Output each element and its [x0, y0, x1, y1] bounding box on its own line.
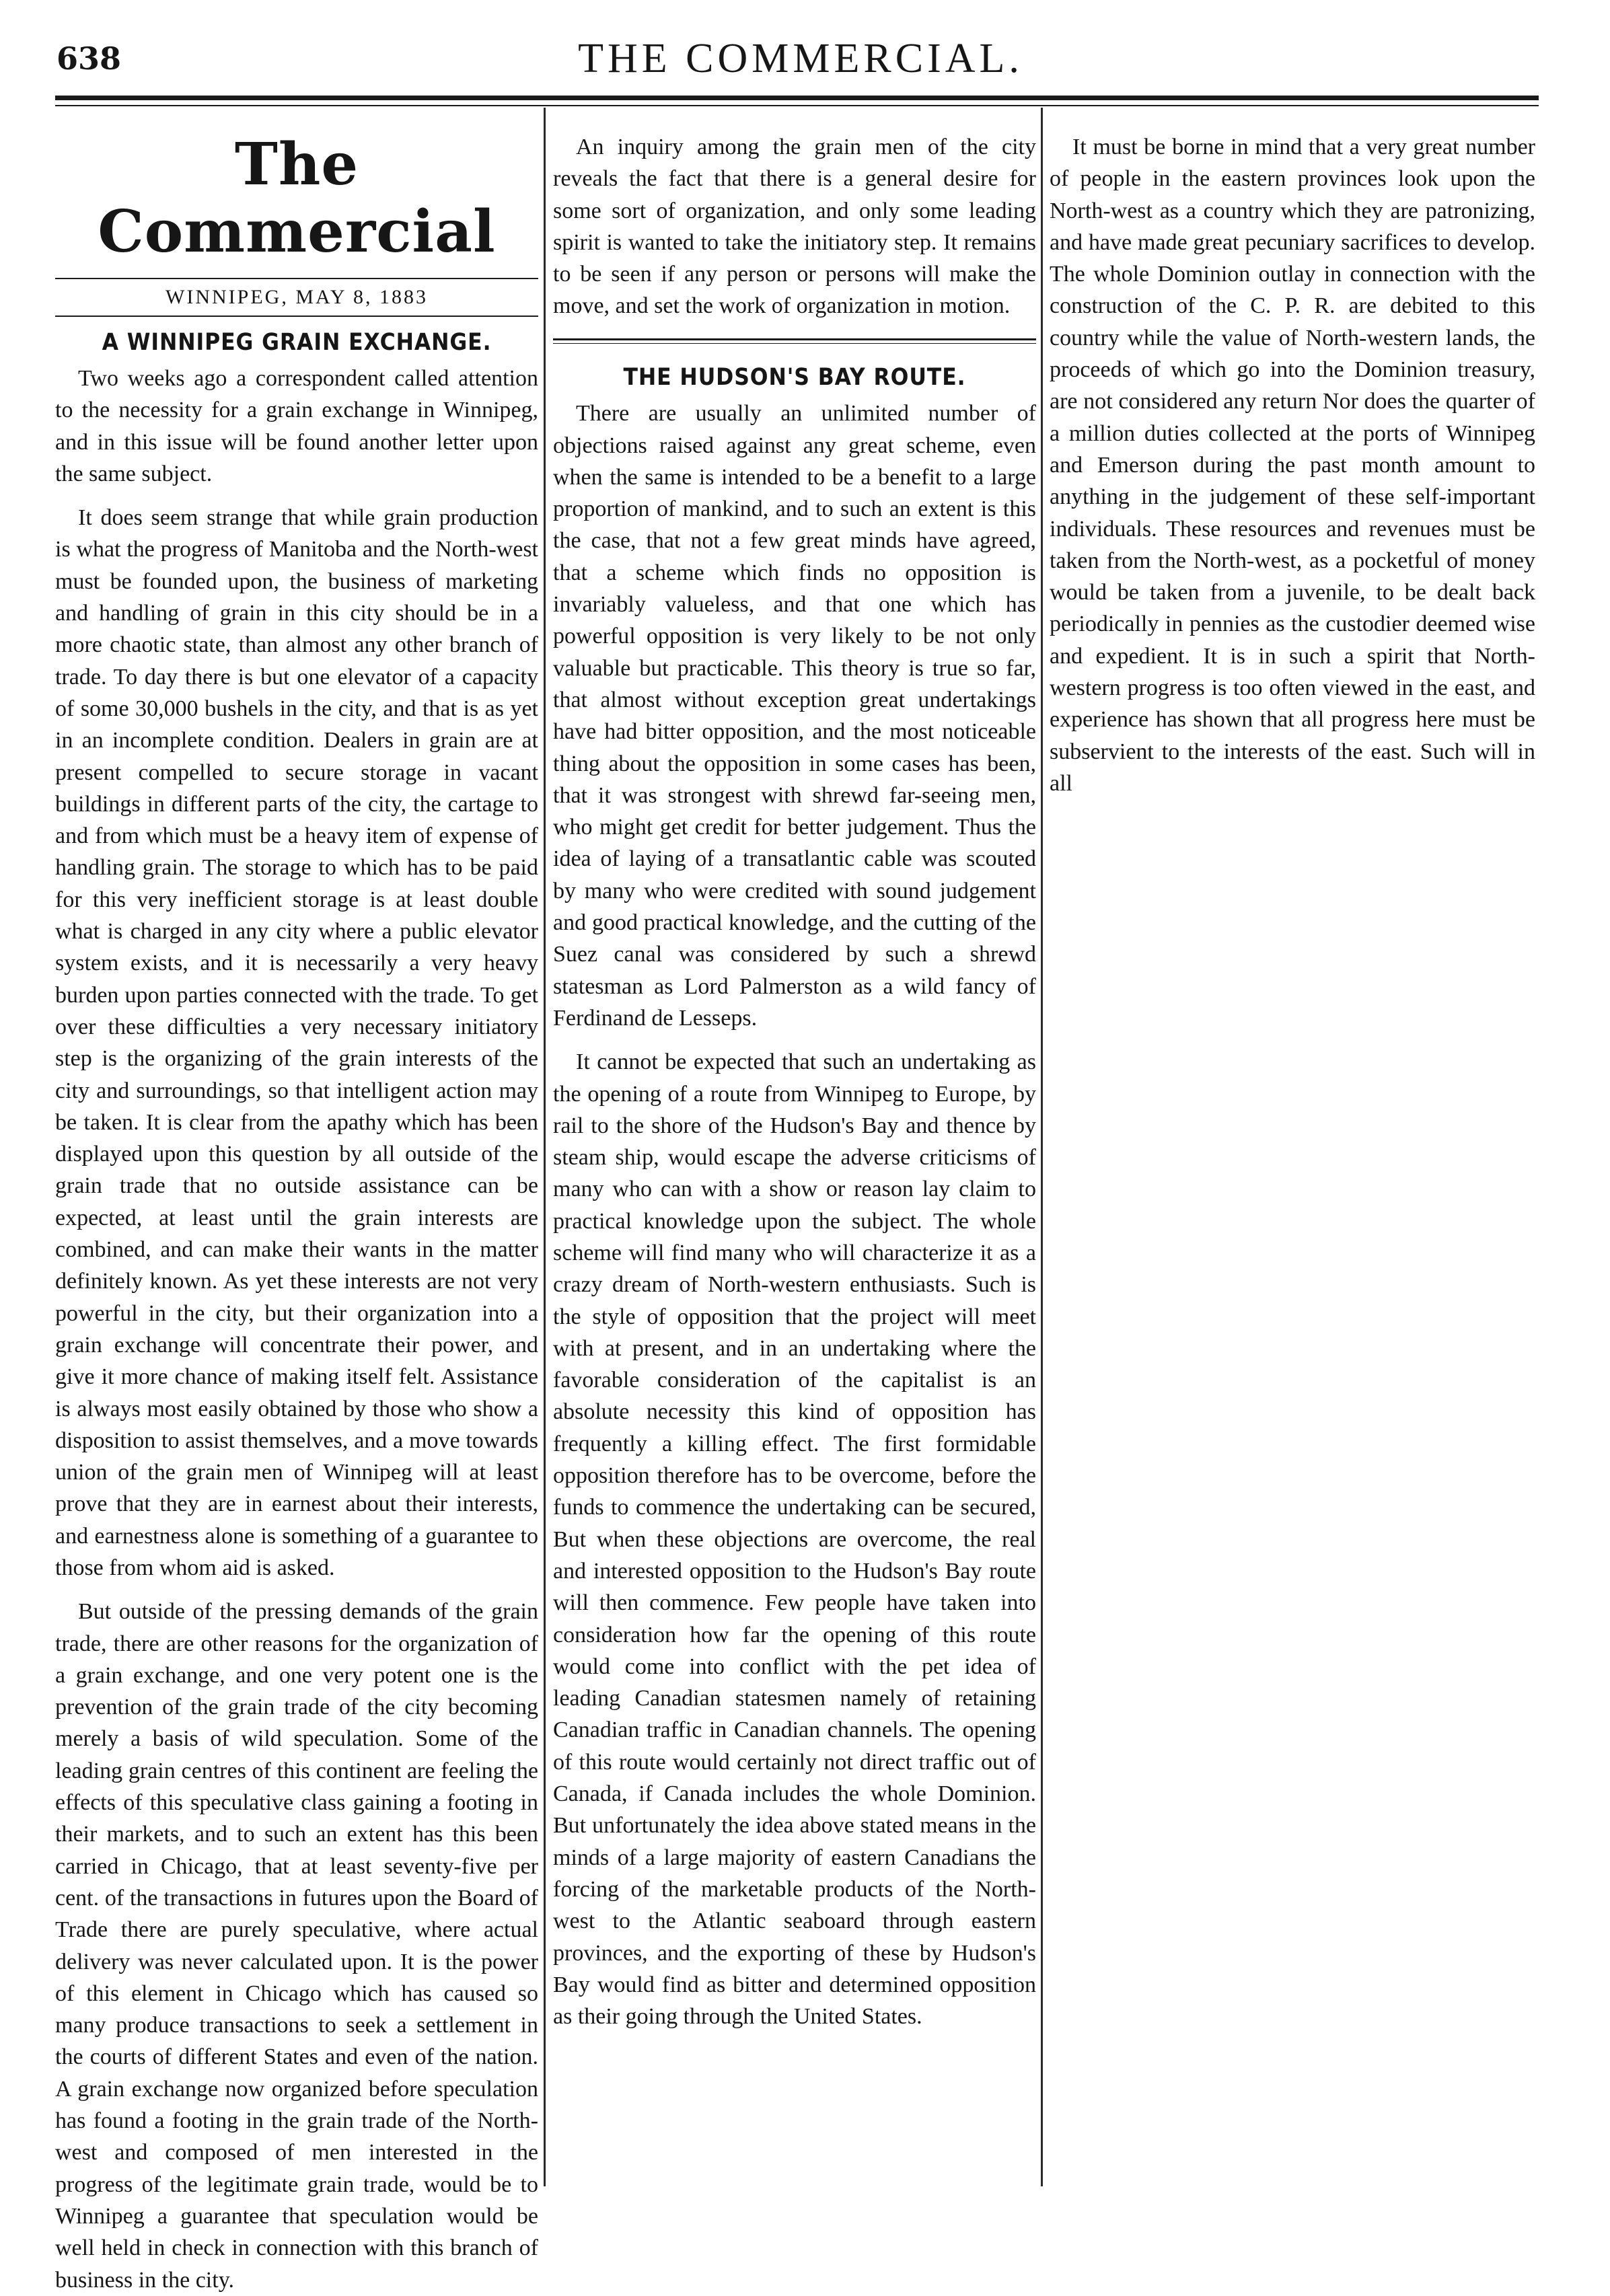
dateline-rule	[55, 316, 538, 317]
article-paragraph: It must be borne in mind that a very great number of people in the eastern provinces look upon the North-west as a country which they are patronizing, and have made great pecuniary sacrifices to develop. The whole Dominion outlay in connection with the construction of the C. P. R. are debited to this country while the value of North-western lands, the proceeds of which go into the Dominion treasury, are not considered any return Nor does the quarter of a million duties collected at the ports of Winnipeg and Emerson during the past month amount to anything in the judgement of these self-important individuals. These resources and revenues must be taken from the North-west, as a pocketful of money would be taken from a juvenile, to be dealt back periodically in pennies as the custodier deemed wise and expedient. It is in such a spirit that North-western progress is too often viewed in the east, and experience has shown that all progress here must be subservient to the interests of the east. Such will in all	[1050, 135, 1535, 796]
article-paragraph: It does seem strange that while grain production is what the progress of Manitoba and the North-west must be founded upon, the business of marketing and handling of grain in this city should be in a more chaotic state, than almost any other branch of trade. To day there is but one elevator of a capacity of some 30,000 bushels in the city, and that is as yet in an incomplete condition. Dealers in grain are at present compelled to secure storage in vacant buildings in different parts of the city, the cartage to and from which must be a heavy item of expense of handling grain. The storage to which has to be paid for this very inefficient storage is at least double what is charged in any city where a public elevator system exists, and it is necessarily a very heavy burden upon parties connected with the trade. To get over these difficulties a very necessary initiatory step is the organizing of the grain interests of the city and surroundings, so that intelligent action may be taken. It is clear from the apathy which has been displayed upon this question by all outside of the grain trade that no outside assistance can be expected, at least until the grain interests are combined, and can make their wants in the matter definitely known. As yet these interests are not very powerful in the city, but their organization into a grain exchange will concentrate their power, and give it more chance of making itself felt. Assistance is always most easily obtained by those who show a disposition to assist themselves, and a move towards union of the grain men of Winnipeg will at least prove that they are in earnest about their interests, and earnestness alone is something of a guarantee to those from whom aid is asked.	[55, 505, 538, 1580]
header-rule	[55, 96, 1539, 100]
article-heading-hudsons-bay: THE HUDSON'S BAY ROUTE.	[623, 364, 966, 392]
column-divider	[544, 108, 546, 2186]
dateline-rule	[55, 278, 538, 279]
header-rule-thin	[55, 105, 1539, 106]
column-3	[1050, 131, 1535, 2196]
column-divider	[1041, 108, 1043, 2186]
article-paragraph: It cannot be expected that such an undertaking as the opening of a route from Winnipeg to Europe, by rail to the shore of the Hudson's Bay and thence by steam ship, would escape the adverse criticisms of many who can with a show or reason lay claim to practical knowledge upon the subject. The whole scheme will find many who will characterize it as a crazy dream of North-western enthusiasts. Such is the style of opposition that the project will meet with at present, and in an undertaking where the favorable consideration of the capitalist is an absolute necessity this kind of opposition has frequently a killing effect. The first formidable opposition therefore has to be overcome, before the funds to commence the undertaking can be secured, But when these objections are overcome, the real and interested opposition to the Hudson's Bay route will then commence. Few people have taken into consideration how far the opening of this route would come into conflict with the pet idea of leading Canadian statesmen namely of retaining Canadian traffic in Canadian channels. The opening of this route would certainly not direct traffic out of Canada, if Canada includes the whole Dominion. But unfortunately the idea above stated means in the minds of a large majority of eastern Canadians the forcing of the marketable products of the North-west to the Atlantic seaboard through eastern provinces, and the exporting of these by Hudson's Bay would find as bitter and determined opposition as their going through the United States.	[553, 1049, 1036, 2030]
section-rule	[553, 338, 1036, 340]
article-paragraph: But outside of the pressing demands of the grain trade, there are other reasons for the organization of a grain exchange, and one very potent one is the prevention of the grain trade of the city becoming merely a basis of wild speculation. Some of the leading grain centres of this continent are feeling the effects of this speculative class gaining a footing in their markets, and to such an extent has this been carried in Chicago, that at least seventy-five per cent. of the transactions in futures upon the Board of Trade there are purely speculative, where actual delivery was never calculated upon. It is the power of this element in Chicago which has caused so many produce transactions to seek a settlement in the courts of different States and even of the nation. A grain exchange now organized before speculation has found a footing in the grain trade of the North-west and composed of men interested in the progress of the legitimate grain trade, would be to Winnipeg a guarantee that speculation would be well held in check in connection with this branch of business in the city.	[55, 1599, 538, 2293]
page-header	[47, 35, 1554, 83]
dateline: WINNIPEG, MAY 8, 1883	[166, 286, 428, 308]
column-2	[553, 131, 1036, 2196]
running-title: THE COMMERCIAL.	[578, 36, 1023, 81]
article-paragraph: Two weeks ago a correspondent called attention to the necessity for a grain exchange in Winnipeg, and in this issue will be found another letter upon the same subject.	[55, 366, 538, 486]
column-1	[55, 131, 538, 2293]
article-paragraph: An inquiry among the grain men of the city reveals the fact that there is a general desire for some sort of organization, and only some leading spirit is wanted to take the initiatory step. It remains to be seen if any person or persons will make the move, and set the work of organization in motion.	[553, 135, 1036, 319]
section-rule-thin	[553, 343, 1036, 344]
article-paragraph: There are usually an unlimited number of objections raised against any great scheme, even when the same is intended to be a benefit to a large proportion of mankind, and to such an extent is this the case, that not a few great minds have agreed, that a scheme which finds no opposition is invariably valueless, and that one which has powerful opposition is very likely to be not only valuable but practicable. This theory is true so far, that almost without exception great undertakings have had bitter opposition, and the most noticeable thing about the opposition in some cases has been, that it was strongest with shrewd far-seeing men, who might get credit for better judgement. Thus the idea of laying of a transatlantic cable was scouted by many who were credited with sound judgement and good practical knowledge, and the cutting of the Suez canal was considered by such a shrewd statesman as Lord Palmerston as a wild fancy of Ferdinand de Lesseps.	[553, 401, 1036, 1031]
masthead-title: The Commercial	[98, 131, 496, 266]
article-heading-grain-exchange: A WINNIPEG GRAIN EXCHANGE.	[102, 329, 492, 356]
page-number: 638	[57, 40, 122, 77]
